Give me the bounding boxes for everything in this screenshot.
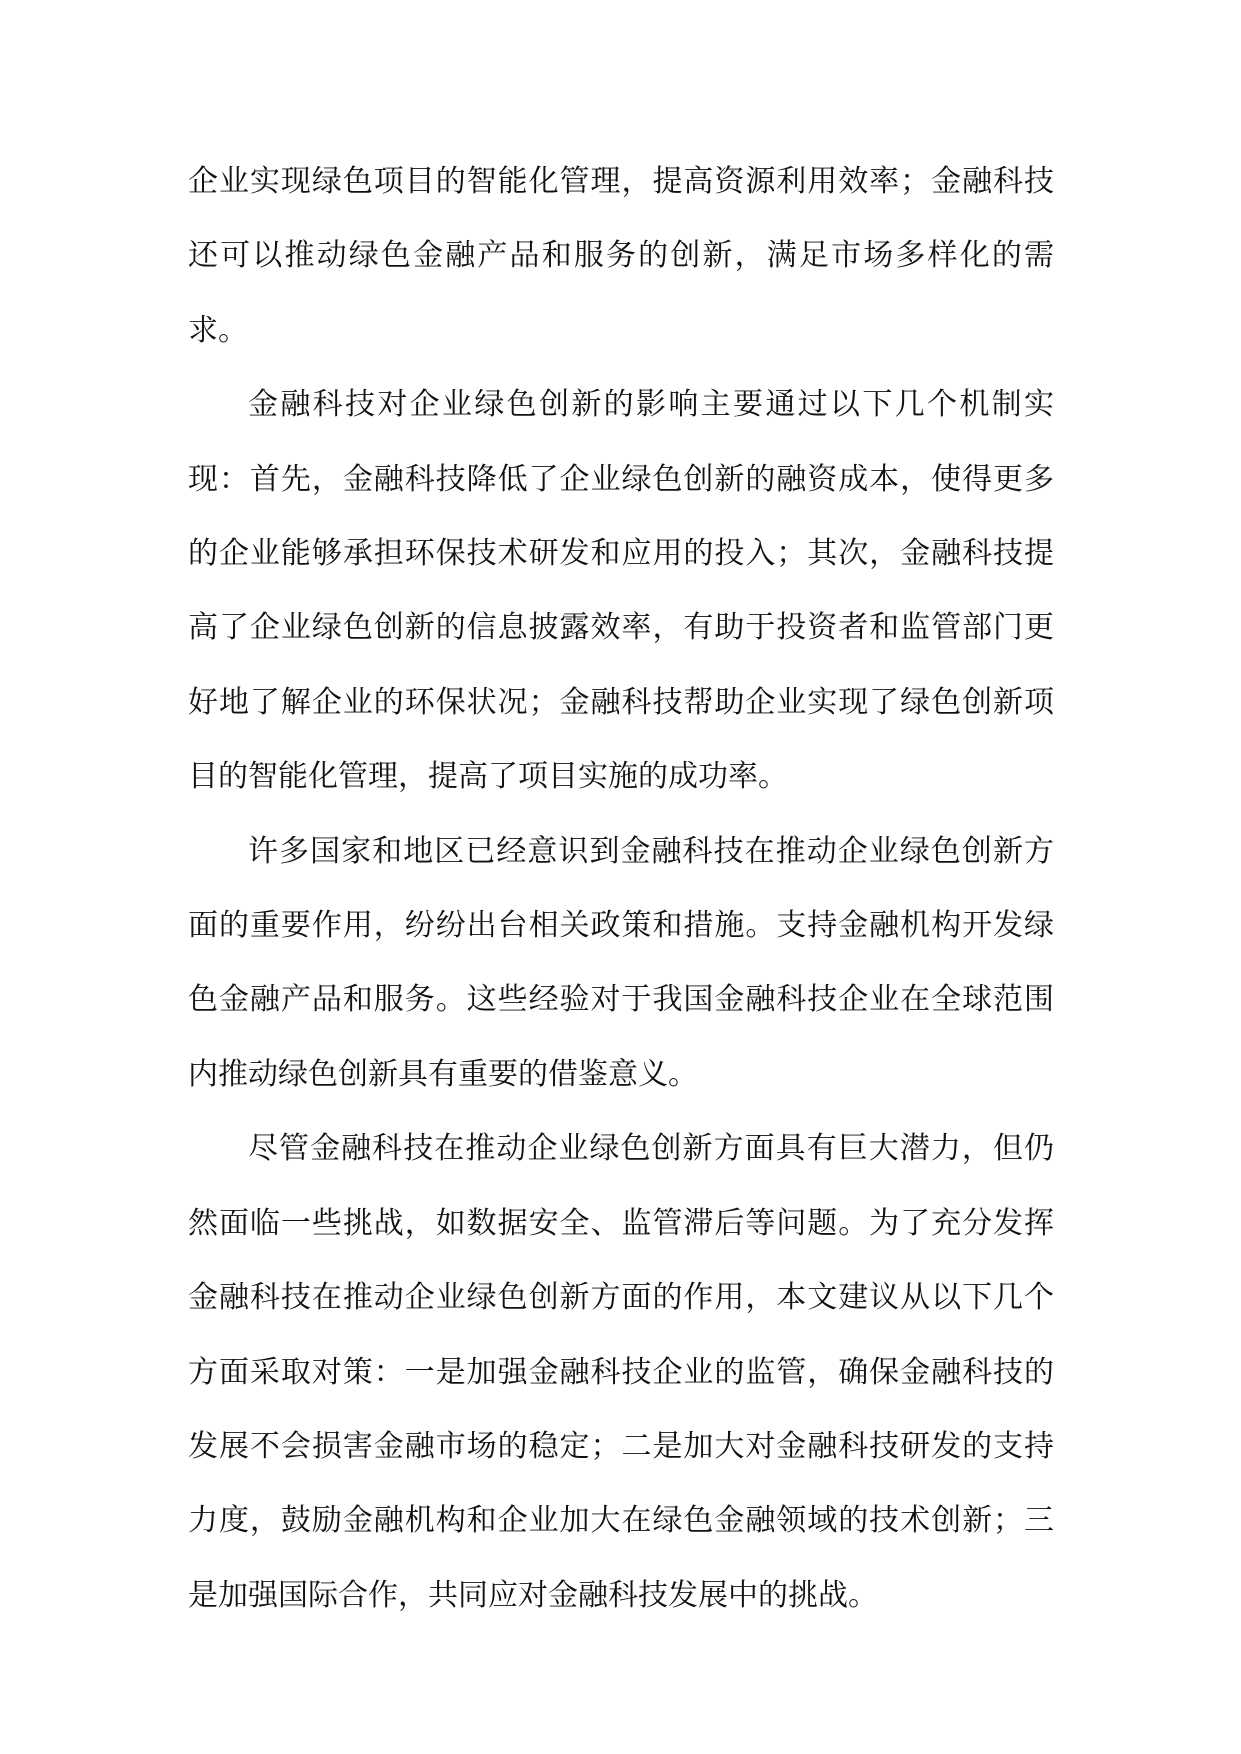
paragraph-international-experience: 许多国家和地区已经意识到金融科技在推动企业绿色创新方面的重要作用，纷纷出台相关政策和措施。支持金融机构开发绿色金融产品和服务。这些经验对于我国金融科技企业在全球范围内推动绿色创新具有重要的借鉴意义。 (188, 833, 1054, 1092)
document-body (188, 145, 1054, 1633)
paragraph-challenges-and-recommendations: 尽管金融科技在推动企业绿色创新方面具有巨大潜力，但仍然面临一些挑战，如数据安全、监管滞后等问题。为了充分发挥金融科技在推动企业绿色创新方面的作用，本文建议从以下几个方面采取对策：一是加强金融科技企业的监管，确保金融科技的发展不会损害金融市场的稳定；二是加大对金融科技研发的支持力度，鼓励金融机构和企业加大在绿色金融领域的技术创新；三是加强国际合作，共同应对金融科技发展中的挑战。 (188, 1131, 1054, 1613)
paragraph-continuation: 企业实现绿色项目的智能化管理，提高资源利用效率；金融科技还可以推动绿色金融产品和服务的创新，满足市场多样化的需求。 (188, 164, 1054, 348)
paragraph-mechanisms: 金融科技对企业绿色创新的影响主要通过以下几个机制实现：首先，金融科技降低了企业绿色创新的融资成本，使得更多的企业能够承担环保技术研发和应用的投入；其次，金融科技提高了企业绿色创新的信息披露效率，有助于投资者和监管部门更好地了解企业的环保状况；金融科技帮助企业实现了绿色创新项目的智能化管理，提高了项目实施的成功率。 (188, 387, 1054, 795)
